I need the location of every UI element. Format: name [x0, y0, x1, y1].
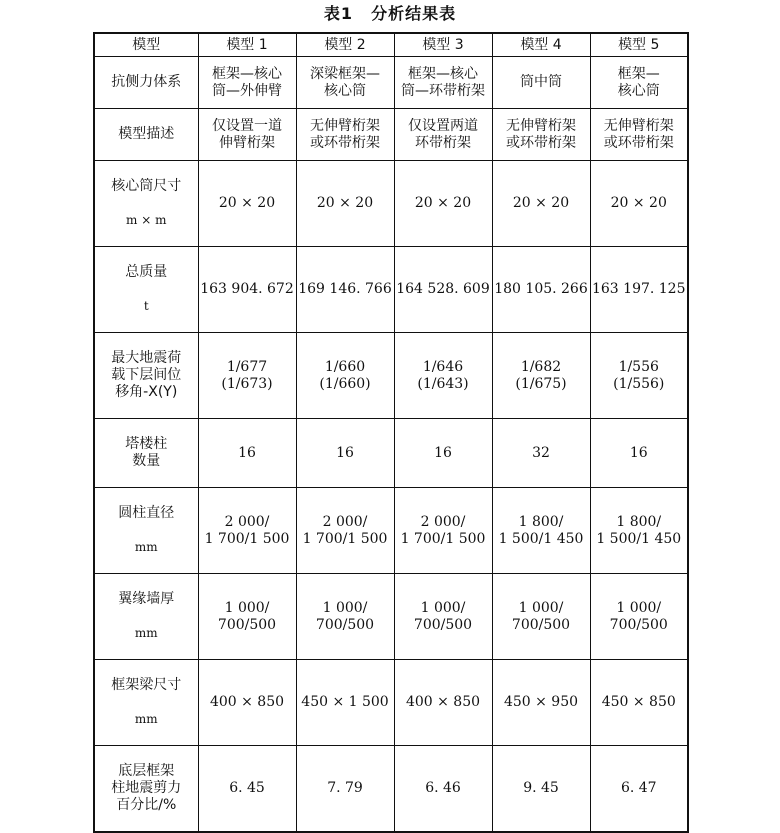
table-cell: 2 000/ 1 700/1 500	[296, 488, 394, 574]
row-label	[94, 419, 198, 488]
table-cell: 仅设置两道 环带桁架	[394, 109, 492, 161]
table-cell: 1 000/ 700/500	[492, 574, 590, 660]
table-cell: 400 × 850	[198, 660, 296, 746]
table-cell: 框架—核心 筒—外伸臂	[198, 57, 296, 109]
table-cell: 筒中筒	[492, 57, 590, 109]
table-number: 表1	[323, 4, 354, 23]
row-label	[94, 746, 198, 833]
row-unit: t	[143, 299, 149, 313]
table-cell: 20 × 20	[296, 161, 394, 247]
table-cell: 20 × 20	[492, 161, 590, 247]
table-cell: 16	[394, 419, 492, 488]
table-cell: 7. 79	[296, 746, 394, 833]
row-label-text: 总质量	[125, 264, 168, 280]
table-row	[94, 57, 688, 109]
table-row	[94, 161, 688, 247]
model-header: 模型 2	[296, 33, 394, 57]
header-row	[94, 33, 688, 57]
table-cell: 无伸臂桁架 或环带桁架	[296, 109, 394, 161]
row-label	[94, 488, 198, 574]
table-cell: 1/660 (1/660)	[296, 333, 394, 419]
table-cell: 16	[296, 419, 394, 488]
table-cell: 180 105. 266	[492, 247, 590, 333]
table-cell: 1 800/ 1 500/1 450	[492, 488, 590, 574]
row-label	[94, 161, 198, 247]
table-cell: 1 000/ 700/500	[296, 574, 394, 660]
table-cell: 框架—核心 筒—环带桁架	[394, 57, 492, 109]
table-cell: 163 197. 125	[590, 247, 688, 333]
row-label	[94, 57, 198, 109]
table-cell: 20 × 20	[590, 161, 688, 247]
row-unit: m × m	[126, 213, 167, 227]
table-title: 分析结果表	[371, 4, 457, 23]
table-cell: 1 000/ 700/500	[394, 574, 492, 660]
row-unit: mm	[134, 540, 158, 554]
row-label-text: 抗侧力体系	[111, 74, 182, 90]
table-cell: 1 000/ 700/500	[590, 574, 688, 660]
row-label	[94, 574, 198, 660]
table-row	[94, 660, 688, 746]
table-row	[94, 247, 688, 333]
model-header: 模型 1	[198, 33, 296, 57]
table-cell: 无伸臂桁架 或环带桁架	[492, 109, 590, 161]
table-cell: 2 000/ 1 700/1 500	[198, 488, 296, 574]
table-cell: 400 × 850	[394, 660, 492, 746]
table-row	[94, 746, 688, 833]
row-label-text: 底层框架 柱地震剪力 百分比/%	[111, 763, 182, 813]
row-label-text: 模型描述	[118, 126, 175, 142]
row-label-text: 最大地震荷 载下层间位 移角-X(Y)	[111, 350, 182, 400]
table-cell: 20 × 20	[198, 161, 296, 247]
model-header: 模型 5	[590, 33, 688, 57]
table-row	[94, 333, 688, 419]
model-header: 模型 3	[394, 33, 492, 57]
table-row	[94, 109, 688, 161]
table-cell: 9. 45	[492, 746, 590, 833]
row-label-text: 核心筒尺寸	[111, 178, 182, 194]
table-cell: 1/646 (1/643)	[394, 333, 492, 419]
table-cell: 框架— 核心筒	[590, 57, 688, 109]
table-cell: 450 × 950	[492, 660, 590, 746]
table-row	[94, 488, 688, 574]
row-label	[94, 109, 198, 161]
table-cell: 20 × 20	[394, 161, 492, 247]
table-cell: 6. 47	[590, 746, 688, 833]
row-label-text: 框架梁尺寸	[111, 677, 182, 693]
table-cell: 1 000/ 700/500	[198, 574, 296, 660]
table-cell: 16	[590, 419, 688, 488]
table-caption	[0, 4, 780, 24]
table-cell: 163 904. 672	[198, 247, 296, 333]
table-cell: 169 146. 766	[296, 247, 394, 333]
table-cell: 仅设置一道 伸臂桁架	[198, 109, 296, 161]
table-cell: 16	[198, 419, 296, 488]
row-label-text: 圆柱直径	[118, 505, 175, 521]
table-cell: 1 800/ 1 500/1 450	[590, 488, 688, 574]
table-cell: 2 000/ 1 700/1 500	[394, 488, 492, 574]
row-label	[94, 247, 198, 333]
row-label-text: 翼缘墙厚	[118, 591, 175, 607]
table-cell: 无伸臂桁架 或环带桁架	[590, 109, 688, 161]
table-cell: 1/677 (1/673)	[198, 333, 296, 419]
row-label	[94, 333, 198, 419]
table-cell: 6. 46	[394, 746, 492, 833]
table-cell: 深梁框架— 核心筒	[296, 57, 394, 109]
results-table	[93, 32, 689, 833]
row-label	[94, 660, 198, 746]
table-cell: 1/682 (1/675)	[492, 333, 590, 419]
table-cell: 6. 45	[198, 746, 296, 833]
table-cell: 1/556 (1/556)	[590, 333, 688, 419]
table-cell: 450 × 1 500	[296, 660, 394, 746]
table-row	[94, 574, 688, 660]
row-unit: mm	[134, 626, 158, 640]
table-cell: 450 × 850	[590, 660, 688, 746]
corner-header: 模型	[94, 33, 198, 57]
row-unit: mm	[134, 712, 158, 726]
table-cell: 32	[492, 419, 590, 488]
model-header: 模型 4	[492, 33, 590, 57]
row-label-text: 塔楼柱 数量	[125, 436, 168, 469]
table-cell: 164 528. 609	[394, 247, 492, 333]
table-row	[94, 419, 688, 488]
